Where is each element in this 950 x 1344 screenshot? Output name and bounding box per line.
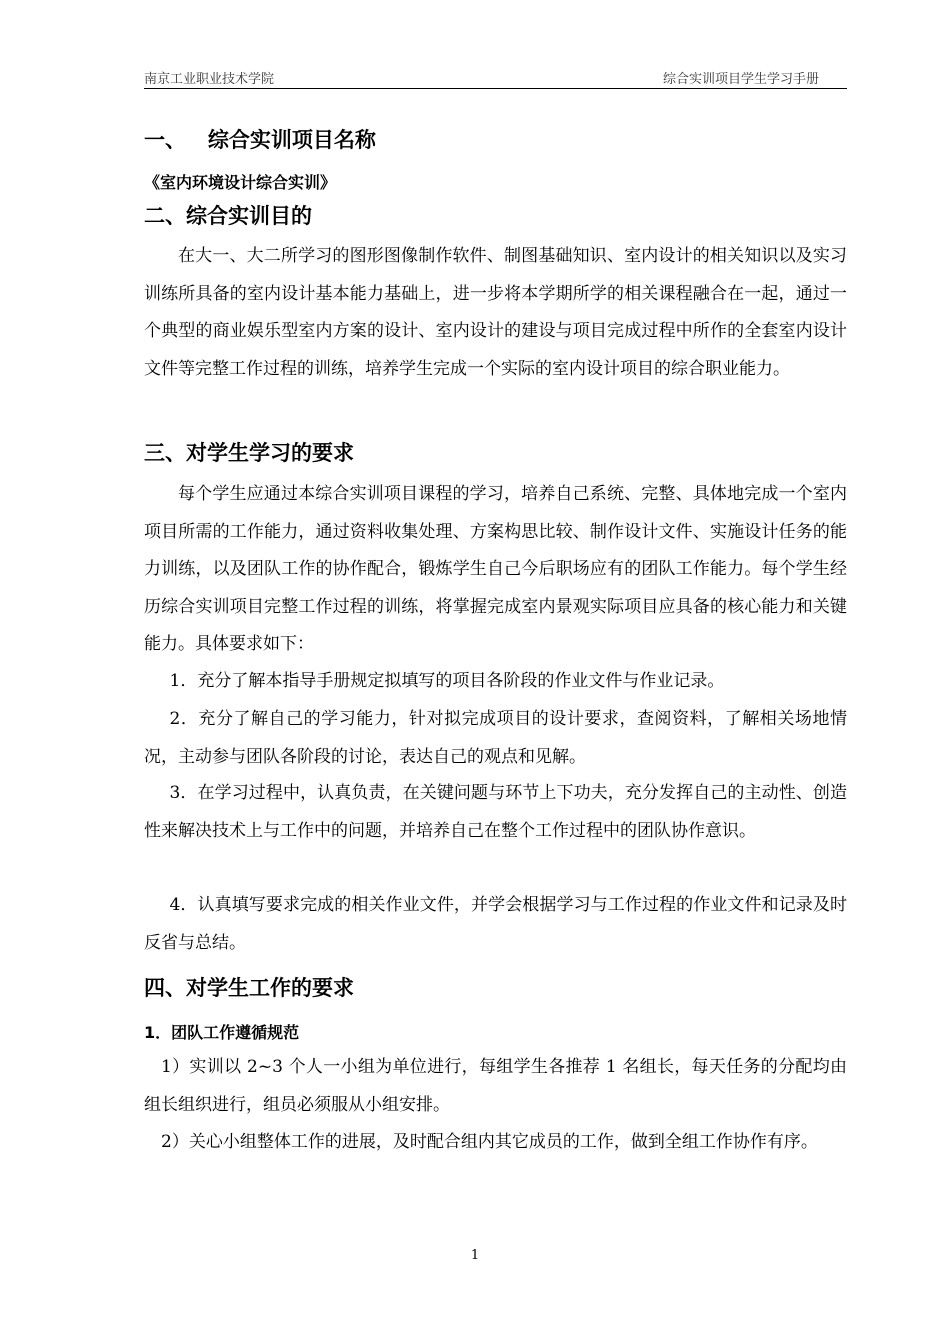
requirement-item: 3．在学习过程中，认真负责，在关键问题与环节上下功夫，充分发挥自己的主动性、创造性来解决技术上与工作中的问题，并培养自己在整个工作过程中的团队协作意识。: [144, 783, 847, 841]
section-2-heading: 二、综合实训目的: [144, 204, 312, 228]
section-4-subheading: 1．团队工作遵循规范: [144, 1023, 300, 1042]
section-3-paragraph: 每个学生应通过本综合实训项目课程的学习，培养自己系统、完整、具体地完成一个室内项目所需的工作能力，通过资料收集处理、方案构思比较、制作设计文件、实施设计任务的能力训练，以及团队工作的协作配合，锻炼学生自己今后职场应有的团队工作能力。每个学生经历综合实训项目完整工作过程的训练，将掌握完成室内景观实际项目应具备的核心能力和关键能力。具体要求如下：: [144, 484, 847, 654]
team-rule-item: 2）关心小组整体工作的进展，及时配合组内其它成员的工作，做到全组工作协作有序。: [161, 1132, 818, 1152]
team-rule-item: 1）实训以 2~3 个人一小组为单位进行，每组学生各推荐 1 名组长，每天任务的分配均由组长组织进行，组员必须服从小组安排。: [144, 1057, 847, 1115]
section-4-heading: 四、对学生工作的要求: [144, 976, 354, 1000]
requirement-item: 4．认真填写要求完成的相关作业文件，并学会根据学习与工作过程的作业文件和记录及时反省与总结。: [144, 895, 847, 953]
requirement-item: 2．充分了解自己的学习能力，针对拟完成项目的设计要求，查阅资料，了解相关场地情况，主动参与团队各阶段的讨论，表达自己的观点和见解。: [144, 709, 847, 767]
header-manual-title: 综合实训项目学生学习手册: [662, 72, 819, 87]
page-header: [144, 66, 847, 89]
section-3-heading: 三、对学生学习的要求: [144, 441, 354, 465]
requirement-item: 1．充分了解本指导手册规定拟填写的项目各阶段的作业文件与作业记录。: [169, 671, 725, 691]
section-1-heading: 一、 综合实训项目名称: [144, 128, 376, 152]
section-2-paragraph: 在大一、大二所学习的图形图像制作软件、制图基础知识、室内设计的相关知识以及实习训练所具备的室内设计基本能力基础上，进一步将本学期所学的相关课程融合在一起，通过一个典型的商业娱乐型室内方案的设计、室内设计的建设与项目完成过程中所作的全套室内设计文件等完整工作过程的训练，培养学生完成一个实际的室内设计项目的综合职业能力。: [144, 246, 847, 379]
page-number: 1: [470, 1248, 480, 1263]
header-school-name: 南京工业职业技术学院: [144, 72, 275, 87]
project-name: 《室内环境设计综合实训》: [144, 173, 337, 192]
